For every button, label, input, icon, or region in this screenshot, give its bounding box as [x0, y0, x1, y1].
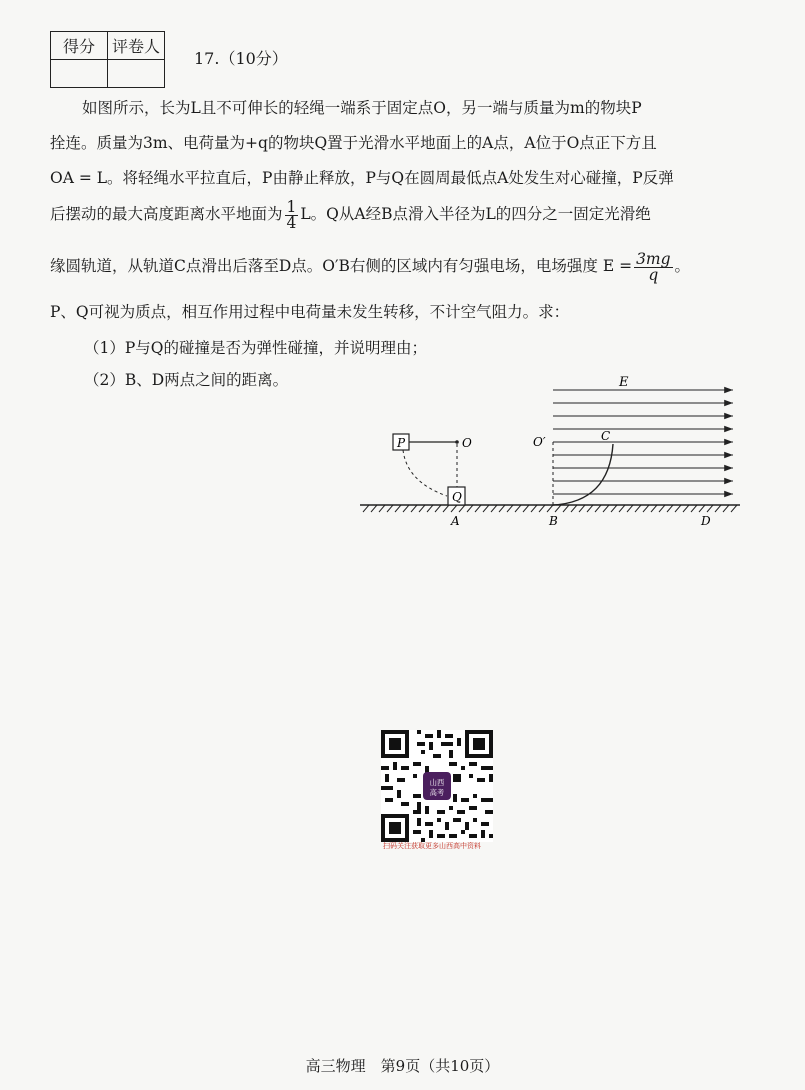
problem-line-1: 如图所示，长为L且不可伸长的轻绳一端系于固定点O，另一端与质量为m的物块P: [82, 99, 642, 117]
pivot-O: [455, 440, 459, 444]
fraction-height-num: 1: [286, 197, 297, 216]
score-cell[interactable]: [51, 60, 108, 88]
problem-line-4a: 后摆动的最大高度距离水平地面为: [50, 205, 283, 223]
grader-cell[interactable]: [108, 60, 165, 88]
fraction-field: [634, 249, 672, 284]
label-Q: Q: [452, 490, 462, 504]
grader-header: 评卷人: [108, 32, 165, 60]
problem-line-5a: 缘圆轨道，从轨道C点滑出后落至D点。O′B右侧的区域内有匀强电场，电场强度 E =: [50, 257, 633, 275]
problem-line-4b: L。Q从A经B点滑入半径为L的四分之一固定光滑绝: [300, 205, 651, 223]
qr-center-text-1: 山西: [429, 777, 445, 787]
label-O: O: [462, 436, 472, 450]
problem-line-2: 拴连。质量为3m、电荷量为+q的物块Q置于光滑水平地面上的A点，A位于O点正下方且: [50, 134, 657, 152]
label-O-prime: O′: [533, 435, 546, 449]
score-header: 得分: [51, 32, 108, 60]
quarter-circle-track: [553, 444, 613, 505]
label-C: C: [601, 429, 611, 443]
swing-arc: [403, 450, 447, 496]
label-D: D: [701, 514, 711, 528]
physics-diagram: [355, 370, 745, 530]
label-P: P: [397, 436, 406, 450]
qr-center-text-2: 高考: [429, 787, 445, 797]
problem-line-5: [50, 250, 750, 283]
fraction-height-den: 4: [286, 213, 297, 232]
label-A: A: [451, 514, 460, 528]
problem-line-6: P、Q可视为质点，相互作用过程中电荷量未发生转移，不计空气阻力。求：: [50, 303, 570, 321]
qr-caption: 扫码关注获取更多山西高中资料: [383, 842, 481, 850]
fraction-field-num: 3mg: [636, 249, 671, 268]
sub-question-1: （1）P与Q的碰撞是否为弹性碰撞，并说明理由；: [84, 339, 427, 357]
score-table: [50, 31, 165, 88]
page-footer: 高三物理 第9页（共10页）: [305, 1057, 500, 1075]
question-number: 17.（10分）: [194, 49, 288, 68]
qr-code[interactable]: [381, 730, 493, 842]
problem-line-5b: 。: [674, 257, 691, 275]
problem-line-4: [50, 198, 750, 231]
fraction-field-den: q: [648, 265, 659, 284]
sub-question-2: （2）B、D两点之间的距离。: [84, 371, 289, 389]
label-B: B: [549, 514, 558, 528]
electric-field-lines: [553, 390, 733, 494]
label-E: E: [619, 375, 629, 390]
fraction-height: [285, 197, 299, 232]
ground-hatching: [363, 505, 737, 512]
problem-line-3: OA = L。将轻绳水平拉直后，P由静止释放，P与Q在圆周最低点A处发生对心碰撞，P反弹: [50, 169, 674, 187]
